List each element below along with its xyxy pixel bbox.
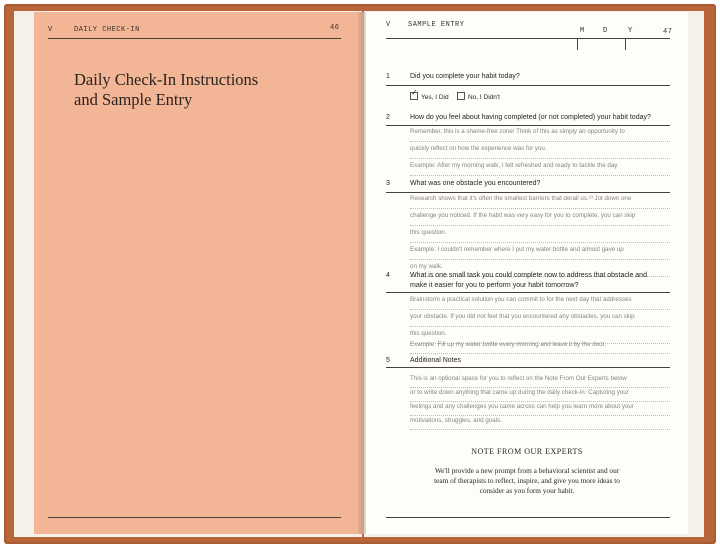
question-rule xyxy=(386,367,670,368)
question-text: How do you feel about having completed (or not completed) your habit today? xyxy=(410,114,651,121)
response-line: Remember, this is a shame-free zone! Think of this as simply an opportunity to xyxy=(410,128,625,135)
question-number: 3 xyxy=(386,180,390,187)
left-page-number: 46 xyxy=(330,24,340,32)
date-day-label: D xyxy=(603,27,608,35)
response-line: Example: After my morning walk, I felt refreshed and ready to tackle the day. xyxy=(410,162,619,169)
left-page xyxy=(34,12,364,534)
response-line: motivations, struggles, and goals. xyxy=(410,417,502,424)
note-heading: NOTE FROM OUR EXPERTS xyxy=(471,447,583,456)
date-month-label: M xyxy=(580,27,585,35)
question-text: Additional Notes xyxy=(410,357,461,364)
option-no-label: No, I Didn't xyxy=(468,94,500,101)
left-footer-rule xyxy=(48,517,341,518)
response-line: on my walk. xyxy=(410,263,443,270)
response-line: This is an optional space for you to reflect on the Note From Our Experts below xyxy=(410,375,627,382)
question-text: Did you complete your habit today? xyxy=(410,73,520,80)
response-line: your obstacle. If you did not feel that you encountered any obstacles, you can skip xyxy=(410,313,635,320)
question-number: 1 xyxy=(386,73,390,80)
question-text-line1: What is one small task you could complete now to address that obstacle and xyxy=(410,272,647,279)
response-line: challenge you noticed. If the habit was very easy for you to complete, you can skip xyxy=(410,212,636,219)
response-line: Research shows that it's often the smallest barriers that derail us.²³ Jot down one xyxy=(410,195,632,202)
date-box-divider xyxy=(577,38,578,50)
checkbox-checked-icon[interactable] xyxy=(410,92,418,100)
left-header-rule xyxy=(48,38,341,39)
note-line: We'll provide a new prompt from a behavioral scientist and our xyxy=(434,466,620,475)
right-header-rule xyxy=(386,38,670,39)
response-line: this question. xyxy=(410,330,447,337)
page-title-line1: Daily Check-In Instructions xyxy=(74,70,259,89)
date-year-label: Y xyxy=(628,27,633,35)
left-header-mark: V xyxy=(48,26,53,34)
right-header-mark: V xyxy=(386,21,391,29)
date-box-divider xyxy=(625,38,626,50)
response-line: Example: I couldn't remember where I put my water bottle and almost gave up xyxy=(410,246,624,253)
right-page-number: 47 xyxy=(663,28,673,36)
question-number: 5 xyxy=(386,357,390,364)
option-yes[interactable] xyxy=(410,92,449,101)
right-page xyxy=(366,12,688,534)
dotted-line xyxy=(410,326,670,327)
response-line: quickly reflect on how the experience was for you. xyxy=(410,145,547,152)
dotted-line xyxy=(410,225,670,226)
right-header-title: SAMPLE ENTRY xyxy=(408,21,465,29)
dotted-line xyxy=(410,175,670,176)
note-line: consider as you form your habit. xyxy=(479,486,575,495)
question-number: 4 xyxy=(386,272,390,279)
question-number: 2 xyxy=(386,114,390,121)
response-line: this question. xyxy=(410,229,447,236)
question-rule xyxy=(386,85,670,86)
dotted-line xyxy=(410,259,670,260)
checkbox-empty-icon[interactable] xyxy=(457,92,465,100)
note-line: team of therapists to reflect, inspire, and give you more ideas to xyxy=(434,476,620,485)
right-footer-rule xyxy=(386,517,670,518)
question-text: What was one obstacle you encountered? xyxy=(410,180,541,187)
response-line: or to write down anything that came up during the daily check-in. Capturing your xyxy=(410,389,629,396)
option-yes-label: Yes, I Did xyxy=(421,94,449,101)
dotted-line xyxy=(410,353,670,354)
page-title-line2: and Sample Entry xyxy=(74,90,193,109)
response-line: Brainstorm a practical solution you can commit to for the next day that addresses xyxy=(410,296,632,303)
question-text-line2: make it easier for you to perform your habit tomorrow? xyxy=(410,282,579,289)
dotted-line xyxy=(410,429,670,430)
option-no[interactable] xyxy=(457,92,500,101)
response-line: feelings and any challenges you came across can help you learn more about your xyxy=(410,403,634,410)
left-header-title: DAILY CHECK-IN xyxy=(74,26,140,34)
response-line: Example: Fill up my water bottle every morning and leave it by the door. xyxy=(410,341,607,348)
